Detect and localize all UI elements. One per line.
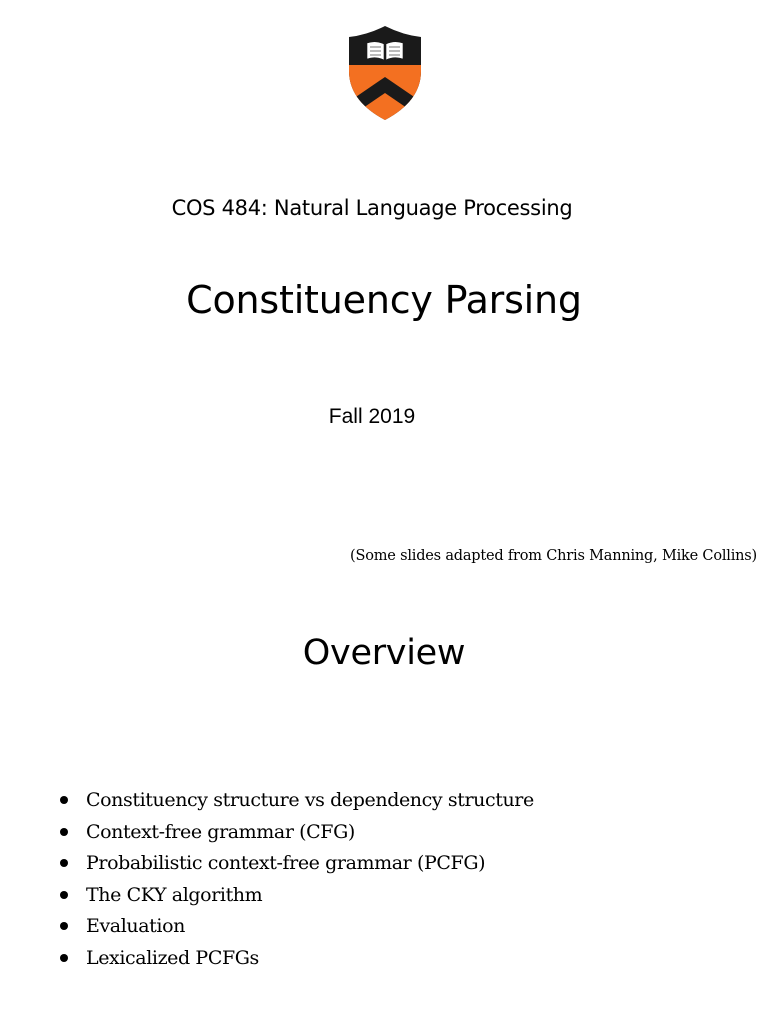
- bullet-dot-icon: [60, 954, 68, 962]
- lecture-title: Constituency Parsing: [186, 278, 582, 322]
- bullet-text: Probabilistic context-free grammar (PCFG): [86, 852, 486, 874]
- course-title: COS 484: Natural Language Processing: [171, 196, 573, 220]
- bullet-dot-icon: [60, 828, 68, 836]
- university-shield-logo: [347, 25, 423, 121]
- slides-credit: (Some slides adapted from Chris Manning, Mike Collins): [350, 548, 757, 564]
- bullet-dot-icon: [60, 922, 68, 930]
- bullet-text: Context-free grammar (CFG): [86, 820, 355, 843]
- bullet-dot-icon: [60, 891, 68, 899]
- bullet-text: Lexicalized PCFGs: [86, 946, 259, 969]
- bullet-dot-icon: [60, 796, 68, 804]
- bullet-dot-icon: [60, 859, 68, 867]
- bullet-text: Evaluation: [86, 915, 185, 937]
- term-label: Fall 2019: [328, 405, 416, 428]
- overview-heading: Overview: [302, 633, 466, 673]
- bullet-text: The CKY algorithm: [86, 883, 263, 906]
- bullet-text: Constituency structure vs dependency structure: [86, 789, 534, 811]
